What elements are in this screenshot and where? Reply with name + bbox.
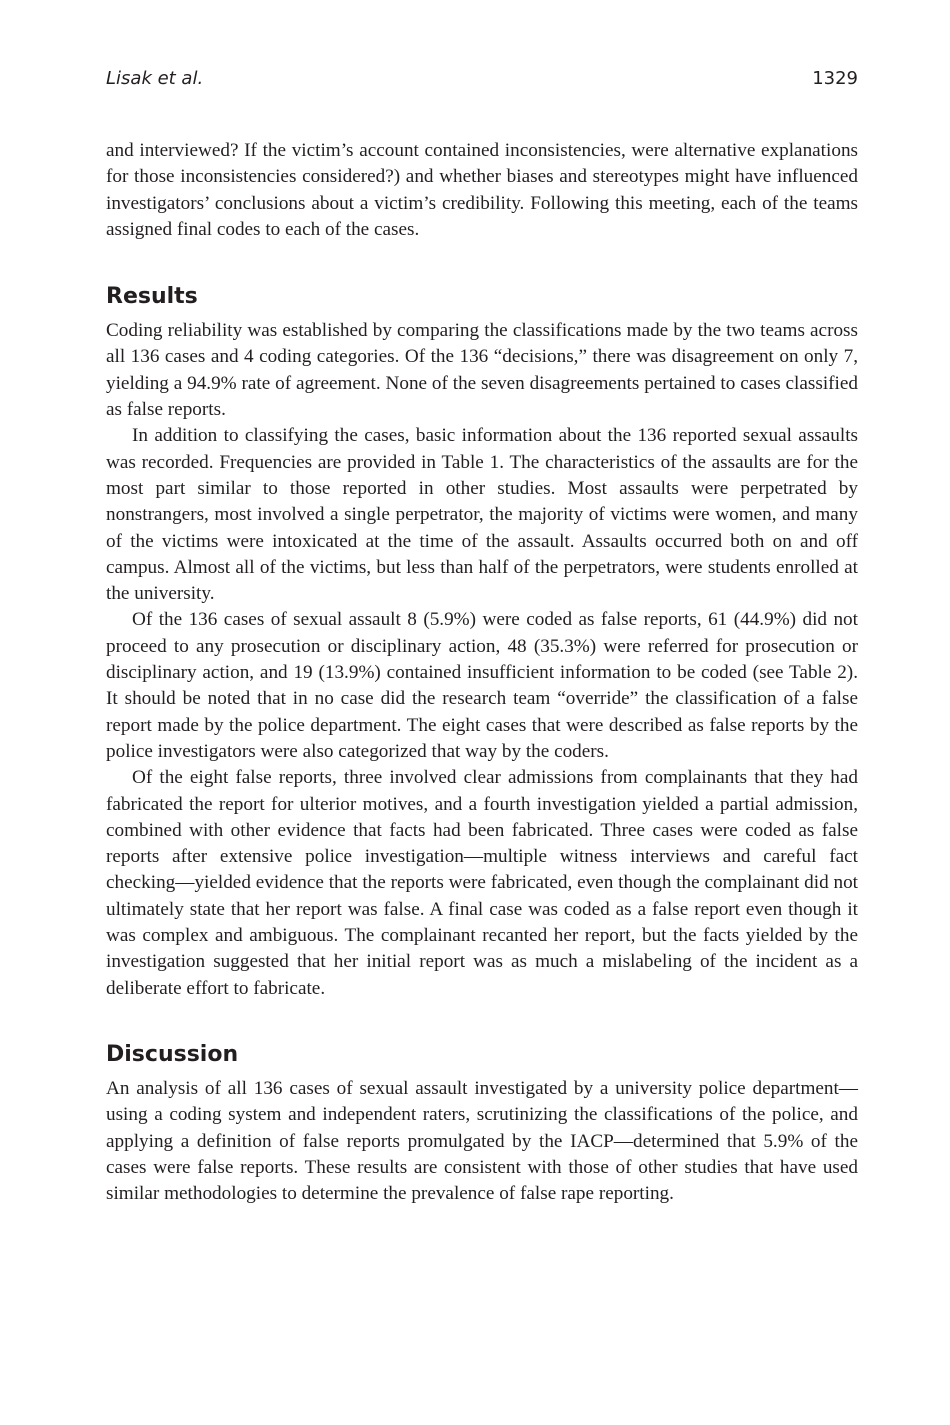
article-body xyxy=(106,138,858,1207)
page-number: 1329 xyxy=(812,68,858,89)
running-head xyxy=(106,68,858,96)
discussion-heading: Discussion xyxy=(106,1041,239,1067)
results-paragraph-1: Coding reliability was established by comparing the classifications made by the two teams across all 136 cases and 4 coding categories. Of the 136 “decisions,” there was disagreement on only 7, yielding a 94.9% rate of agreement. None of the seven disagreements pertained to cases classified as false reports. xyxy=(106,320,858,421)
discussion-paragraph-1: An analysis of all 136 cases of sexual assault investigated by a university police department—using a coding system and independent raters, scrutinizing the classifications of the police, and applying a definition of false reports promulgated by the IACP—determined that 5.9% of the cases were false reports. These results are consistent with those of other studies that have used similar methodologies to determine the prevalence of false rape reporting. xyxy=(106,1077,858,1205)
intro-paragraph: and interviewed? If the victim’s account contained inconsistencies, were alternative explanations for those inconsistencies considered?) and whether biases and stereotypes might have influenced investigators’ conclusions about a victim’s credibility. Following this meeting, each of the teams assigned final codes to each of the cases. xyxy=(106,140,858,240)
results-heading: Results xyxy=(106,284,198,310)
results-paragraph-3: Of the 136 cases of sexual assault 8 (5.9%) were coded as false reports, 61 (44.9%) did not proceed to any prosecution or disciplinary action, 48 (35.3%) were referred for prosecution or disciplinary action, and 19 (13.9%) contained insufficient information to be coded (see Table 2). It should be noted that in no case did the research team “override” the classification of a false report made by the police department. The eight cases that were described as false reports by the police investigators were also categorized that way by the coders. xyxy=(106,609,858,762)
results-paragraph-2: In addition to classifying the cases, basic information about the 136 reported sexual assaults was recorded. Frequencies are provided in Table 1. The characteristics of the assaults are for the most part similar to those reported in other studies. Most assaults were perpetrated by nonstrangers, most involved a single perpetrator, the majority of victims were women, and many of the victims were intoxicated at the time of the assault. Assaults occurred both on and off campus. Almost all of the victims, but less than half of the perpetrators, were students enrolled at the university. xyxy=(106,425,858,605)
running-head-authors: Lisak et al. xyxy=(106,68,204,89)
results-paragraph-4: Of the eight false reports, three involved clear admissions from complainants that they had fabricated the report for ulterior motives, and a fourth investigation yielded a partial admission, combined with other evidence that facts had been fabricated. Three cases were coded as false reports after extensive police investigation—multiple witness interviews and careful fact checking—yielded evidence that the reports were fabricated, even though the complainant did not ultimately state that her report was false. A final case was coded as a false report even though it was complex and ambiguous. The complainant recanted her report, but the facts yielded by the investigation suggested that her initial report was as much a mislabeling of the incident as a deliberate effort to fabricate. xyxy=(106,767,858,999)
